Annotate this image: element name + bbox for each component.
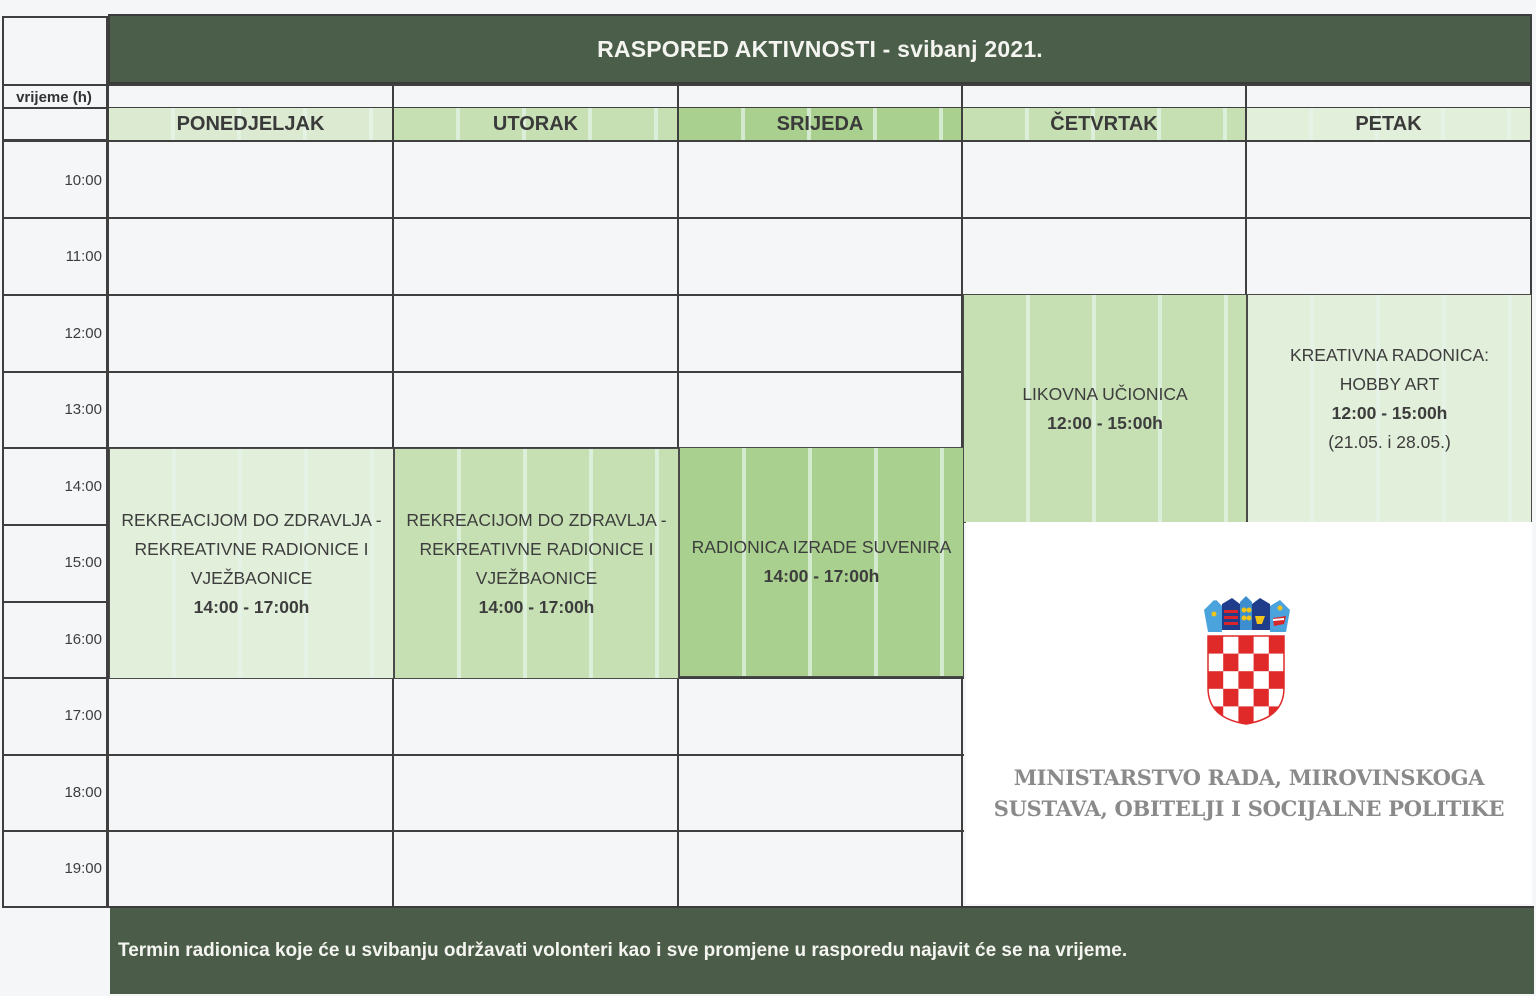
time-label: 15:00	[64, 554, 102, 571]
ministry-name-line1: MINISTARSTVO RADA, MIROVINSKOGA	[1013, 765, 1485, 790]
event-title-line: LIKOVNA UČIONICA	[1022, 383, 1188, 404]
event-note: (21.05. i 28.05.)	[1328, 431, 1451, 452]
event-time: 12:00 - 15:00h	[1331, 402, 1448, 423]
time-column-header: vrijeme (h)	[16, 88, 92, 106]
time-label: 17:00	[64, 707, 102, 724]
day-label: ČETVRTAK	[1050, 112, 1158, 135]
time-label: 11:00	[65, 248, 102, 265]
day-header-monday	[109, 108, 392, 140]
day-label: PONEDJELJAK	[176, 112, 325, 135]
event-title-line: RADIONICA IZRADE SUVENIRA	[691, 537, 952, 557]
day-header-wednesday	[679, 108, 961, 140]
event-title-line: VJEŽBAONICE	[190, 567, 313, 588]
event-monday-recreation	[109, 448, 394, 679]
day-header-thursday	[963, 108, 1245, 140]
time-label: 10:00	[64, 172, 102, 189]
time-label: 18:00	[64, 784, 102, 801]
ministry-logo-block	[966, 522, 1532, 904]
day-header-friday	[1247, 108, 1530, 140]
event-title-line: REKREACIJOM DO ZDRAVLJA -	[121, 509, 382, 530]
event-title-line: REKREACIJOM DO ZDRAVLJA -	[406, 509, 667, 530]
event-friday-hobby-art	[1247, 294, 1532, 523]
croatian-coat-of-arms-icon	[1202, 596, 1290, 726]
time-label: 14:00	[64, 478, 102, 495]
event-thursday-art-class	[963, 294, 1247, 523]
day-label: SRIJEDA	[776, 112, 864, 135]
event-wednesday-souvenirs	[679, 447, 964, 677]
event-title-line: HOBBY ART	[1339, 373, 1440, 394]
schedule-title: RASPORED AKTIVNOSTI - svibanj 2021.	[108, 14, 1532, 84]
event-title-line: REKREATIVNE RADIONICE I	[419, 538, 654, 559]
event-title-line: VJEŽBAONICE	[475, 567, 598, 588]
event-tuesday-recreation	[394, 448, 679, 679]
event-time: 14:00 - 17:00h	[193, 596, 310, 617]
event-time: 14:00 - 17:00h	[763, 566, 880, 586]
day-label: PETAK	[1355, 112, 1422, 135]
event-time: 12:00 - 15:00h	[1047, 412, 1163, 433]
event-title-line: KREATIVNA RADONICA:	[1289, 344, 1490, 365]
time-label: 19:00	[64, 860, 102, 877]
footer-note-text: Termin radionica koje će u svibanju održavati volonteri kao i sve promjene u rasporedu najavit će se na vrijeme.	[118, 940, 1128, 961]
time-label: 12:00	[64, 325, 102, 342]
day-header-tuesday	[394, 108, 677, 140]
time-label: 13:00	[64, 401, 102, 418]
day-label: UTORAK	[492, 112, 579, 135]
footer-note	[110, 906, 1534, 994]
ministry-name-line2: SUSTAVA, OBITELJI I SOCIJALNE POLITIKE	[993, 796, 1505, 821]
event-time: 14:00 - 17:00h	[478, 596, 595, 617]
event-title-line: REKREATIVNE RADIONICE I	[134, 538, 369, 559]
time-label: 16:00	[64, 631, 102, 648]
ministry-name	[966, 762, 1532, 824]
